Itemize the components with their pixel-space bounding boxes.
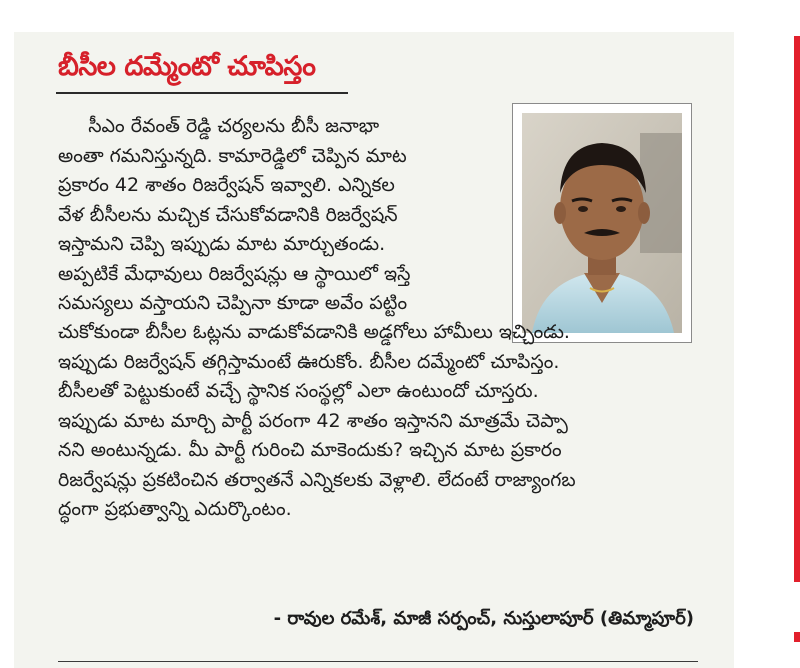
adjacent-column-red-strip <box>794 36 800 582</box>
body-line: వేళ బీసీలను మచ్చిక చేసుకోవడానికి రిజర్వేషన్ <box>58 203 398 226</box>
bottom-divider <box>58 661 698 662</box>
body-line: ఇప్పుడు రిజర్వేషన్ తగ్గిస్తామంటే ఊరుకోం. బీసీల దమ్మేంటో చూపిస్తం. <box>58 350 560 373</box>
body-line: ఇప్పుడు మాట మార్చి పార్టీ పరంగా 42 శాతం ఇస్తానని మాత్రమే చెప్పా <box>58 409 568 432</box>
article-body-full <box>58 318 698 525</box>
article-headline: బీసీల దమ్మేంటో చూపిస్తం <box>58 51 316 82</box>
body-line: అంతా గమనిస్తున్నది. కామారెడ్డిలో చెప్పిన మాట <box>58 144 407 167</box>
body-line: ద్ధంగా ప్రభుత్వాన్ని ఎదుర్కొంటం. <box>58 498 292 520</box>
headline-underline <box>56 92 348 94</box>
body-line: చుకోకుండా బీసీల ఓట్లను వాడుకోవడానికి అడ్డగోలు హామీలు ఇచ్చిండు. <box>58 321 570 343</box>
author-byline: - రావుల రమేశ్, మాజీ సర్పంచ్, నుస్తులాపూర్ (తిమ్మాపూర్) <box>273 608 694 629</box>
body-line: సమస్యలు వస్తాయని చెప్పినా కూడా అవేం పట్టిం <box>58 292 408 314</box>
body-line: సీఎం రేవంత్ రెడ్డి చర్యలను బీసీ జనాభా <box>58 115 380 137</box>
author-photo-frame <box>512 103 692 343</box>
body-line: అప్పటికే మేధావులు రిజర్వేషన్లు ఆ స్థాయిలో ఇస్తే <box>58 262 411 285</box>
article-body-wrapped <box>58 112 508 319</box>
article-panel <box>14 32 734 668</box>
body-line: బీసీలతో పెట్టుకుంటే వచ్చే స్థానిక సంస్థల్లో ఎలా ఉంటుందో చూస్తరు. <box>58 380 539 402</box>
author-photo <box>522 113 682 333</box>
body-line: రిజర్వేషన్లు ప్రకటించిన తర్వాతనే ఎన్నికలకు వెళ్లాలి. లేదంటే రాజ్యాంగబ <box>58 468 576 491</box>
adjacent-column-red-mark <box>794 632 800 642</box>
body-line: ప్రకారం 42 శాతం రిజర్వేషన్ ఇవ్వాలి. ఎన్నికల <box>58 174 395 196</box>
body-line: నని అంటున్నడు. మీ పార్టీ గురించి మాకెందుకు? ఇచ్చిన మాట ప్రకారం <box>58 439 562 461</box>
body-line: ఇస్తామని చెప్పి ఇప్పుడు మాట మార్చుతండు. <box>58 233 386 255</box>
